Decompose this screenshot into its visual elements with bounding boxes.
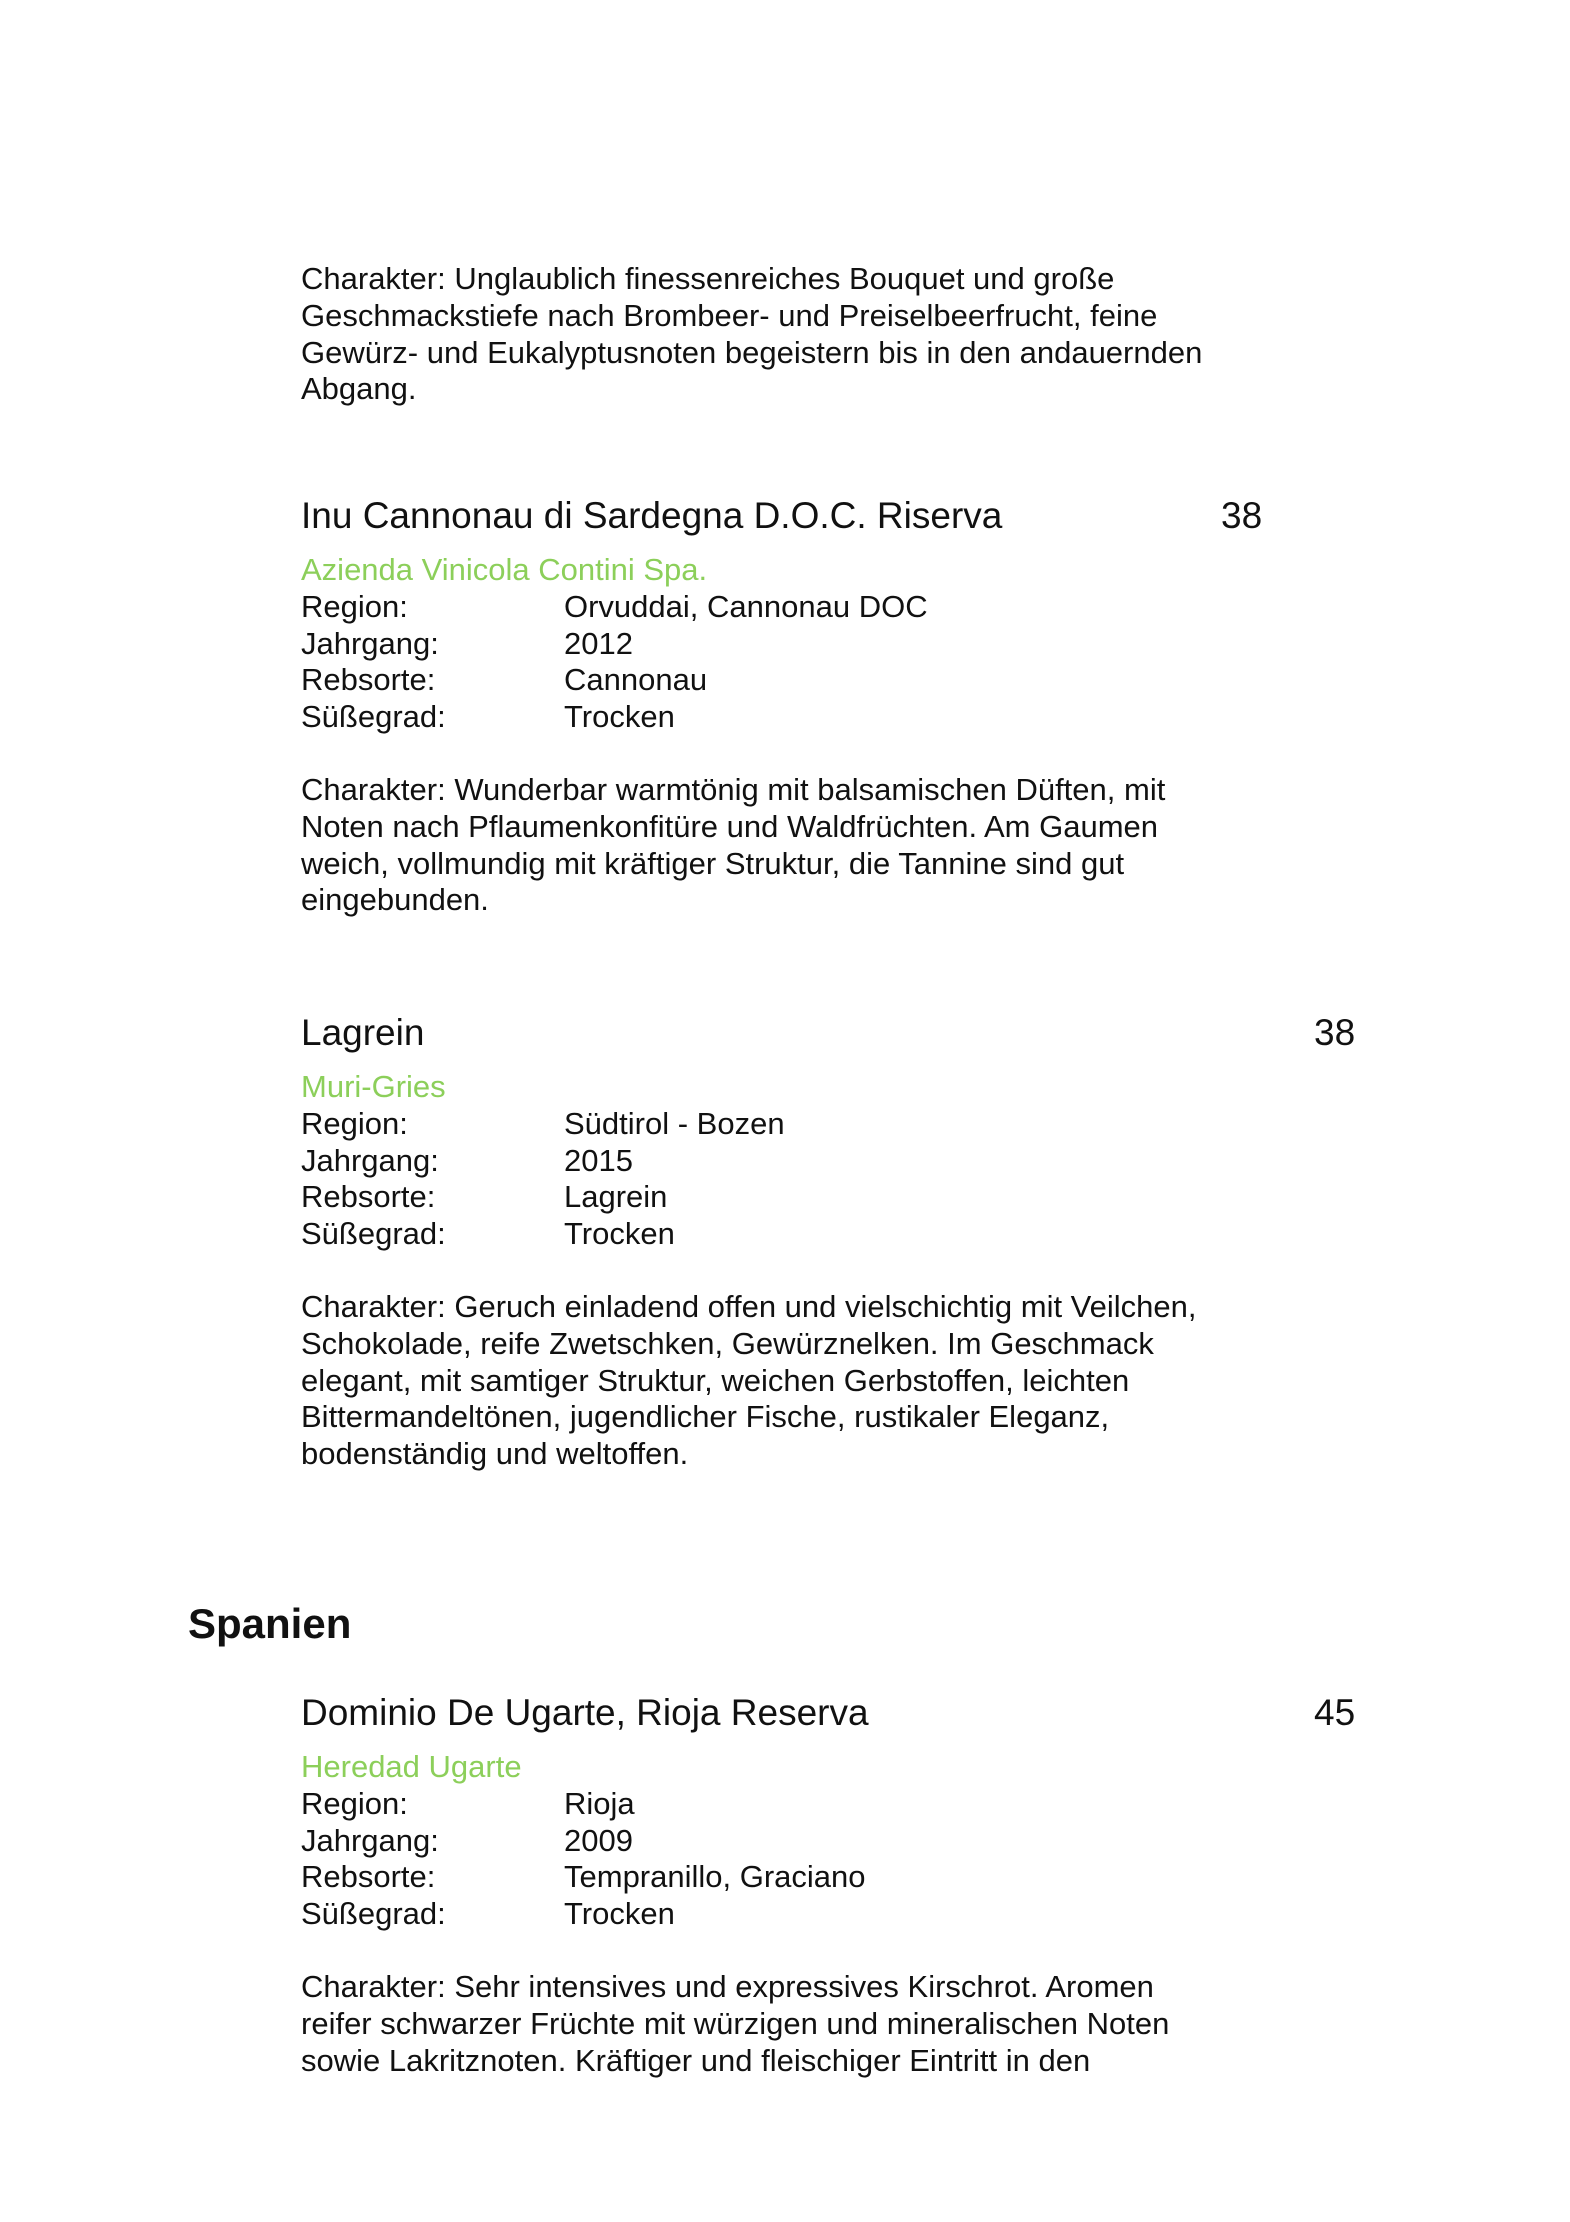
wine-name: Dominio De Ugarte, Rioja Reserva [301, 1692, 869, 1733]
producer-name: Heredad Ugarte [301, 1749, 522, 1784]
character-line: reifer schwarzer Früchte mit würzigen und mineralischen Noten [301, 2005, 1170, 2041]
spec-label: Rebsorte: [301, 1179, 436, 1215]
character-line: Bittermandeltönen, jugendlicher Fische, rustikaler Eleganz, [301, 1399, 1110, 1435]
spec-label: Jahrgang: [301, 625, 439, 661]
spec-label: Region: [301, 1105, 408, 1141]
character-line: Gewürz- und Eukalyptusnoten begeistern bis in den andauernden [301, 334, 1203, 370]
spec-value: Trocken [564, 699, 675, 735]
character-line: Charakter: Geruch einladend offen und vielschichtig mit Veilchen, [301, 1288, 1197, 1324]
spec-value: Orvuddai, Cannonau DOC [564, 588, 928, 624]
wine-name: Lagrein [301, 1012, 425, 1053]
wine-specs [301, 589, 1401, 736]
spec-label: Rebsorte: [301, 662, 436, 698]
wine-entry [301, 492, 1401, 919]
character-line: bodenständig und weltoffen. [301, 1436, 689, 1472]
previous-wine-character [301, 261, 1301, 408]
spec-value: Südtirol - Bozen [564, 1105, 785, 1141]
character-line: Charakter: Wunderbar warmtönig mit balsamischen Düften, mit [301, 771, 1166, 807]
spec-value: 2012 [564, 625, 633, 661]
spec-value: 2015 [564, 1142, 633, 1178]
spec-value: 2009 [564, 1822, 633, 1858]
wine-header [301, 492, 1401, 540]
spec-value: Rioja [564, 1785, 635, 1821]
character-line: Geschmackstiefe nach Brombeer- und Preiselbeerfrucht, feine [301, 297, 1158, 333]
character-line: Schokolade, reife Zwetschken, Gewürznelken. Im Geschmack [301, 1325, 1154, 1361]
character-line: elegant, mit samtiger Struktur, weichen Gerbstoffen, leichten [301, 1362, 1130, 1398]
wine-price: 45 [1314, 1692, 1356, 1733]
producer-name: Muri-Gries [301, 1069, 446, 1104]
spec-value: Trocken [564, 1896, 675, 1932]
character-line: Charakter: Sehr intensives und expressives Kirschrot. Aromen [301, 1968, 1154, 2004]
spec-value: Cannonau [564, 662, 708, 698]
spec-value: Lagrein [564, 1179, 668, 1215]
wine-character [301, 1969, 1301, 2079]
character-line: eingebunden. [301, 882, 489, 918]
wine-header [301, 1009, 1401, 1057]
spec-value: Trocken [564, 1216, 675, 1252]
section-heading: Spanien [188, 1600, 352, 1647]
producer-name: Azienda Vinicola Contini Spa. [301, 552, 708, 587]
character-line: Charakter: Unglaublich finessenreiches Bouquet und große [301, 261, 1115, 296]
character-line: weich, vollmundig mit kräftiger Struktur, die Tannine sind gut [301, 845, 1125, 881]
wine-character [301, 1289, 1301, 1473]
spec-value: Tempranillo, Graciano [564, 1859, 866, 1895]
spec-label: Jahrgang: [301, 1142, 439, 1178]
wine-entry [301, 1009, 1401, 1473]
spec-label: Rebsorte: [301, 1859, 436, 1895]
wine-price: 38 [1314, 1012, 1356, 1053]
wine-price: 38 [1221, 495, 1263, 536]
spec-label: Süßegrad: [301, 1896, 446, 1932]
character-line: sowie Lakritznoten. Kräftiger und fleischiger Eintritt in den [301, 2042, 1091, 2078]
wine-entry [301, 1689, 1401, 2079]
spec-label: Jahrgang: [301, 1822, 439, 1858]
spec-label: Region: [301, 588, 408, 624]
character-line: Noten nach Pflaumenkonfitüre und Waldfrüchten. Am Gaumen [301, 808, 1158, 844]
wine-specs [301, 1786, 1401, 1933]
wine-character [301, 772, 1301, 919]
spec-label: Region: [301, 1785, 408, 1821]
wine-specs [301, 1106, 1401, 1253]
spec-label: Süßegrad: [301, 1216, 446, 1252]
spec-label: Süßegrad: [301, 699, 446, 735]
wine-name: Inu Cannonau di Sardegna D.O.C. Riserva [301, 495, 1003, 536]
wine-header [301, 1689, 1401, 1737]
character-line: Abgang. [301, 371, 417, 407]
